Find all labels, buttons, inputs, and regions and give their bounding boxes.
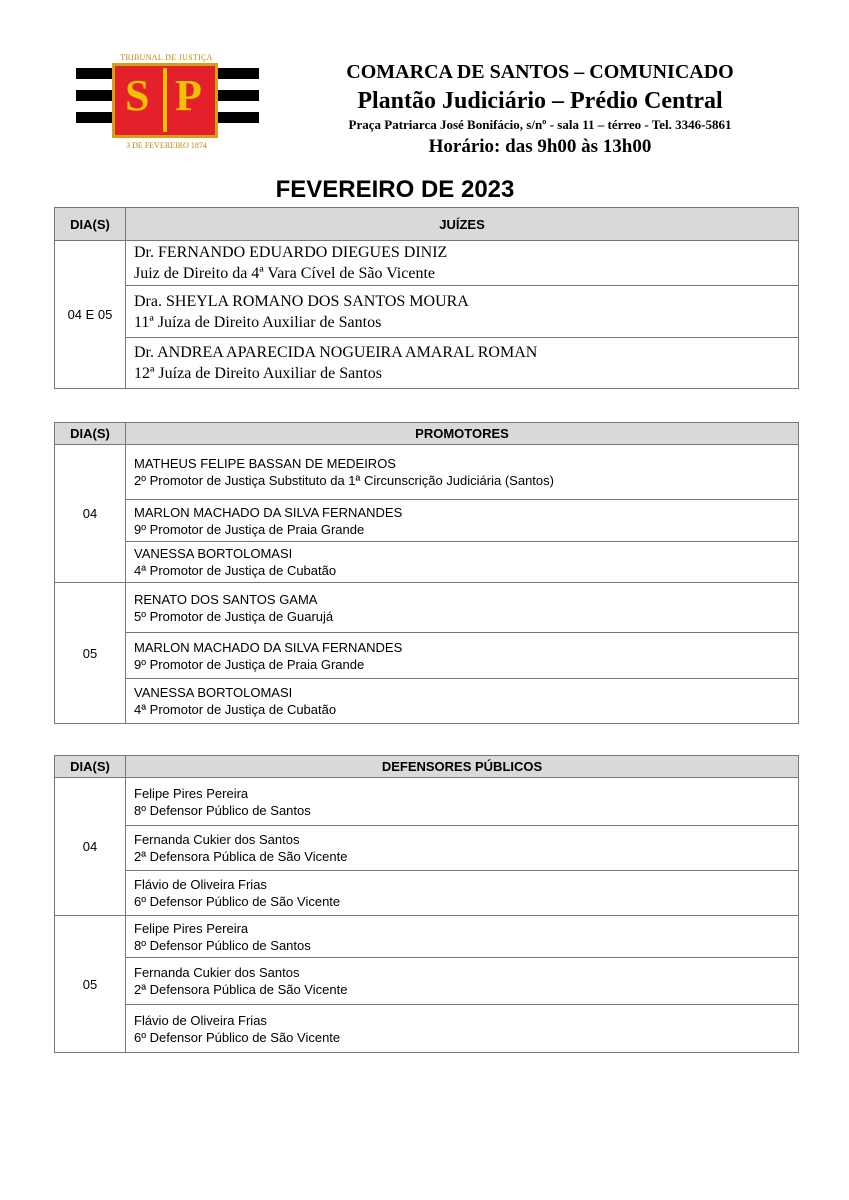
person-role: 6º Defensor Público de São Vicente bbox=[134, 1029, 341, 1045]
day-cell: 04 bbox=[55, 778, 126, 916]
table-row bbox=[55, 679, 799, 724]
person-name: Dr. FERNANDO EDUARDO DIEGUES DINIZ bbox=[134, 244, 448, 261]
header-hours: Horário: das 9h00 às 13h00 bbox=[428, 136, 652, 157]
day-cell: 05 bbox=[55, 583, 126, 724]
person-name: Felipe Pires Pereira bbox=[134, 785, 249, 801]
person-name: Fernanda Cukier dos Santos bbox=[134, 832, 300, 847]
table-row bbox=[55, 445, 799, 500]
person-name: MARLON MACHADO DA SILVA FERNANDES bbox=[134, 504, 403, 520]
person-name: MARLON MACHADO DA SILVA FERNANDES bbox=[134, 639, 403, 655]
person-cell bbox=[126, 500, 799, 542]
table-row bbox=[55, 871, 799, 916]
table-row bbox=[55, 583, 799, 633]
column-header-day: DIA(S) bbox=[55, 423, 126, 445]
table-row bbox=[55, 338, 799, 389]
person-name: Felipe Pires Pereira bbox=[134, 920, 249, 936]
person-cell bbox=[126, 583, 799, 633]
table-row bbox=[55, 286, 799, 338]
day-cell: 04 E 05 bbox=[55, 241, 126, 389]
table-row bbox=[55, 916, 799, 958]
person-cell bbox=[126, 445, 799, 500]
person-role: 2º Promotor de Justiça Substituto da 1ª Circunscrição Judiciária (Santos) bbox=[134, 473, 554, 488]
day-cell: 04 bbox=[55, 445, 126, 583]
defensores-table bbox=[54, 755, 799, 1053]
person-role: 11ª Juíza de Direito Auxiliar de Santos bbox=[134, 313, 382, 331]
person-cell bbox=[126, 871, 799, 916]
sword-icon bbox=[163, 68, 167, 132]
person-role: 2ª Defensora Pública de São Vicente bbox=[134, 849, 348, 864]
table-row bbox=[55, 633, 799, 679]
header-address: Praça Patriarca José Bonifácio, s/nº - sala 11 – térreo - Tel. 3346-5861 bbox=[348, 117, 732, 132]
logo-top-text: TRIBUNAL DE JUSTIÇA bbox=[120, 53, 213, 62]
logo-letter-s: S bbox=[125, 71, 150, 120]
person-cell bbox=[126, 338, 799, 389]
person-name: MATHEUS FELIPE BASSAN DE MEDEIROS bbox=[134, 456, 396, 471]
person-role: 8º Defensor Público de Santos bbox=[134, 937, 311, 953]
person-name: Dr. ANDREA APARECIDA NOGUEIRA AMARAL ROMAN bbox=[134, 344, 538, 361]
table-row bbox=[55, 500, 799, 542]
header-comarca: COMARCA DE SANTOS – COMUNICADO bbox=[346, 61, 734, 83]
column-header-promotores: PROMOTORES bbox=[126, 423, 799, 445]
tribunal-logo bbox=[74, 53, 259, 153]
person-name: Flávio de Oliveira Frias bbox=[134, 1012, 267, 1028]
person-name: VANESSA BORTOLOMASI bbox=[134, 685, 293, 700]
person-cell bbox=[126, 542, 799, 583]
judges-table bbox=[54, 207, 799, 389]
logo-bottom-text: 3 DE FEVEREIRO 1874 bbox=[126, 141, 207, 150]
table-row bbox=[55, 241, 799, 286]
person-role: 5º Promotor de Justiça de Guarujá bbox=[134, 608, 334, 624]
person-cell bbox=[126, 916, 799, 958]
header-plantao: Plantão Judiciário – Prédio Central bbox=[357, 88, 723, 114]
person-role: 8º Defensor Público de Santos bbox=[134, 802, 311, 818]
person-name: VANESSA BORTOLOMASI bbox=[134, 546, 293, 561]
column-header-day: DIA(S) bbox=[55, 208, 126, 241]
person-role: 6º Defensor Público de São Vicente bbox=[134, 894, 341, 909]
person-cell bbox=[126, 286, 799, 338]
person-cell bbox=[126, 958, 799, 1005]
document-header bbox=[290, 58, 790, 161]
person-role: Juiz de Direito da 4ª Vara Cível de São Vicente bbox=[134, 265, 435, 282]
day-cell: 05 bbox=[55, 916, 126, 1053]
table-row bbox=[55, 1005, 799, 1053]
person-name: Dra. SHEYLA ROMANO DOS SANTOS MOURA bbox=[134, 292, 469, 310]
person-role: 9º Promotor de Justiça de Praia Grande bbox=[134, 521, 365, 537]
person-cell bbox=[126, 826, 799, 871]
column-header-judges: JUÍZES bbox=[126, 208, 799, 241]
person-role: 4ª Promotor de Justiça de Cubatão bbox=[134, 702, 337, 717]
table-row bbox=[55, 958, 799, 1005]
person-name: Flávio de Oliveira Frias bbox=[134, 877, 267, 892]
table-row bbox=[55, 826, 799, 871]
person-role: 9º Promotor de Justiça de Praia Grande bbox=[134, 656, 365, 672]
table-header-row bbox=[55, 208, 799, 241]
person-name: Fernanda Cukier dos Santos bbox=[134, 965, 300, 980]
promotores-table bbox=[54, 422, 799, 724]
column-header-defensores: DEFENSORES PÚBLICOS bbox=[126, 756, 799, 778]
month-title: FEVEREIRO DE 2023 bbox=[275, 176, 515, 203]
person-role: 4ª Promotor de Justiça de Cubatão bbox=[134, 563, 337, 578]
logo-shield bbox=[112, 63, 218, 138]
person-cell bbox=[126, 679, 799, 724]
person-name: RENATO DOS SANTOS GAMA bbox=[134, 591, 318, 607]
person-cell bbox=[126, 1005, 799, 1053]
person-role: 12ª Juíza de Direito Auxiliar de Santos bbox=[134, 365, 382, 382]
person-cell bbox=[126, 633, 799, 679]
person-cell bbox=[126, 778, 799, 826]
logo-letter-p: P bbox=[175, 71, 202, 120]
table-header-row bbox=[55, 756, 799, 778]
column-header-day: DIA(S) bbox=[55, 756, 126, 778]
table-row bbox=[55, 542, 799, 583]
person-role: 2ª Defensora Pública de São Vicente bbox=[134, 982, 348, 997]
table-row bbox=[55, 778, 799, 826]
person-cell bbox=[126, 241, 799, 286]
table-header-row bbox=[55, 423, 799, 445]
